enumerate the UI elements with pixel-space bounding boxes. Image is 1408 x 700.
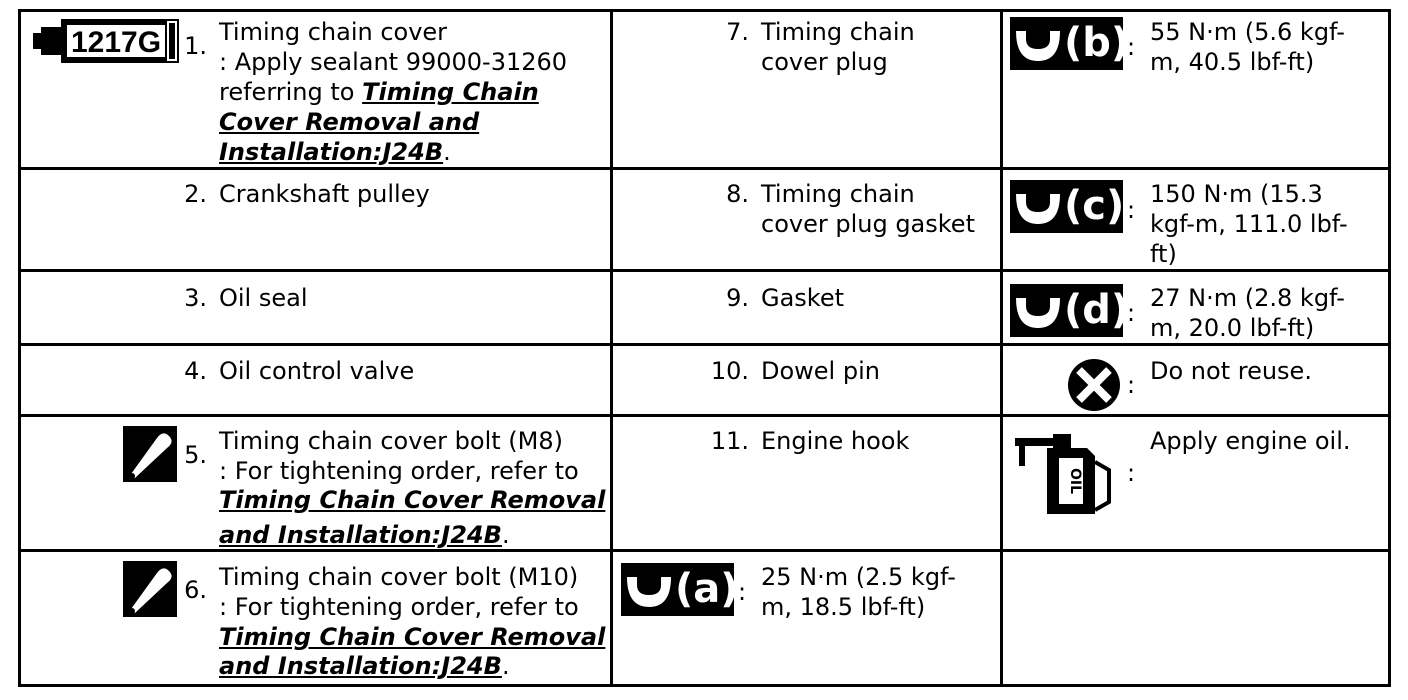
colon: : <box>1127 459 1136 487</box>
torque-spec: m, 20.0 lbf-ft) <box>1150 314 1315 342</box>
item-name: Timing chain <box>761 180 915 208</box>
item-number: 7. <box>726 18 749 46</box>
torque-spec: kgf-m, 111.0 lbf- <box>1150 210 1348 238</box>
colon: : <box>1127 299 1136 327</box>
colon: : <box>1127 371 1136 399</box>
item-name: cover plug gasket <box>761 210 975 238</box>
item-name: cover plug <box>761 48 888 76</box>
symbol-description: Do not reuse. <box>1150 357 1312 385</box>
item-name: Timing chain <box>761 18 915 46</box>
row-divider <box>21 167 1388 170</box>
torque-spec: ft) <box>1150 240 1177 268</box>
reference-link[interactable]: and Installation:J24B <box>219 521 502 549</box>
apply-engine-oil-icon <box>1013 426 1123 518</box>
torque-a-icon <box>621 563 739 616</box>
item-note: : Apply sealant 99000-31260 <box>219 48 568 76</box>
item-name: Gasket <box>761 284 845 312</box>
column-divider <box>610 12 613 684</box>
item-note <box>219 137 451 167</box>
parts-legend-table <box>18 9 1391 687</box>
tightening-order-icon <box>123 561 177 617</box>
punctuation: . <box>501 652 510 680</box>
torque-spec: 150 N·m (15.3 <box>1150 180 1323 208</box>
torque-letter: (b) <box>1064 20 1130 66</box>
item-number: 1. <box>184 32 207 60</box>
wrench-icon <box>1010 284 1066 337</box>
item-number: 6. <box>184 576 207 604</box>
torque-spec: 27 N·m (2.8 kgf- <box>1150 284 1345 312</box>
item-note: : For tightening order, refer to <box>219 457 579 485</box>
row-divider <box>21 414 1388 417</box>
item-number: 3. <box>184 284 207 312</box>
item-name: Timing chain cover bolt (M10) <box>219 563 579 591</box>
reference-link[interactable]: Timing Chain <box>362 78 539 106</box>
item-number: 2. <box>184 180 207 208</box>
oil-can-label: OIL <box>1067 467 1083 495</box>
torque-letter: (a) <box>675 566 739 612</box>
item-name: Oil control valve <box>219 357 415 385</box>
row-divider <box>21 343 1388 346</box>
wrench-icon <box>1010 17 1066 70</box>
punctuation: . <box>443 138 451 166</box>
item-name: Timing chain cover bolt (M8) <box>219 427 564 455</box>
reference-link[interactable]: Installation:J24B <box>219 138 444 166</box>
torque-letter: (d) <box>1064 287 1130 333</box>
sealant-tube-icon <box>33 15 181 67</box>
torque-spec: m, 40.5 lbf-ft) <box>1150 48 1315 76</box>
torque-spec: m, 18.5 lbf-ft) <box>761 593 926 621</box>
torque-letter: (c) <box>1064 183 1125 229</box>
wrench-icon <box>621 563 677 616</box>
punctuation: . <box>501 521 510 549</box>
torque-d-icon <box>1010 284 1130 337</box>
item-name: Oil seal <box>219 284 308 312</box>
reference-link[interactable]: Timing Chain Cover Removal <box>219 486 606 514</box>
item-name: Timing chain cover <box>219 18 448 46</box>
item-number: 4. <box>184 357 207 385</box>
item-name: Dowel pin <box>761 357 880 385</box>
item-note: : For tightening order, refer to <box>219 593 579 621</box>
colon: : <box>738 578 747 606</box>
wrench-icon <box>1010 180 1066 233</box>
row-divider <box>21 269 1388 272</box>
item-number: 5. <box>184 441 207 469</box>
reference-link[interactable]: and Installation:J24B <box>219 652 502 680</box>
do-not-reuse-icon <box>1064 357 1124 413</box>
symbol-description: Apply engine oil. <box>1150 427 1351 455</box>
torque-b-icon <box>1010 17 1130 70</box>
reference-link[interactable]: Timing Chain Cover Removal <box>219 623 606 651</box>
column-divider <box>1000 12 1003 684</box>
sealant-code: 1217G <box>70 26 162 59</box>
torque-spec: 25 N·m (2.5 kgf- <box>761 563 956 591</box>
item-name: Engine hook <box>761 427 910 455</box>
torque-spec: 55 N·m (5.6 kgf- <box>1150 18 1345 46</box>
item-name: Crankshaft pulley <box>219 180 430 208</box>
tightening-order-icon <box>123 426 177 482</box>
colon: : <box>1127 33 1136 61</box>
item-note-text: referring to <box>219 78 363 106</box>
torque-c-icon <box>1010 180 1123 233</box>
reference-link[interactable]: Cover Removal and <box>219 108 480 136</box>
item-note <box>219 651 510 681</box>
item-note <box>219 520 510 550</box>
item-note <box>219 77 539 107</box>
item-number: 10. <box>710 357 749 385</box>
item-number: 11. <box>710 427 749 455</box>
item-number: 8. <box>726 180 749 208</box>
item-number: 9. <box>726 284 749 312</box>
colon: : <box>1127 196 1136 224</box>
